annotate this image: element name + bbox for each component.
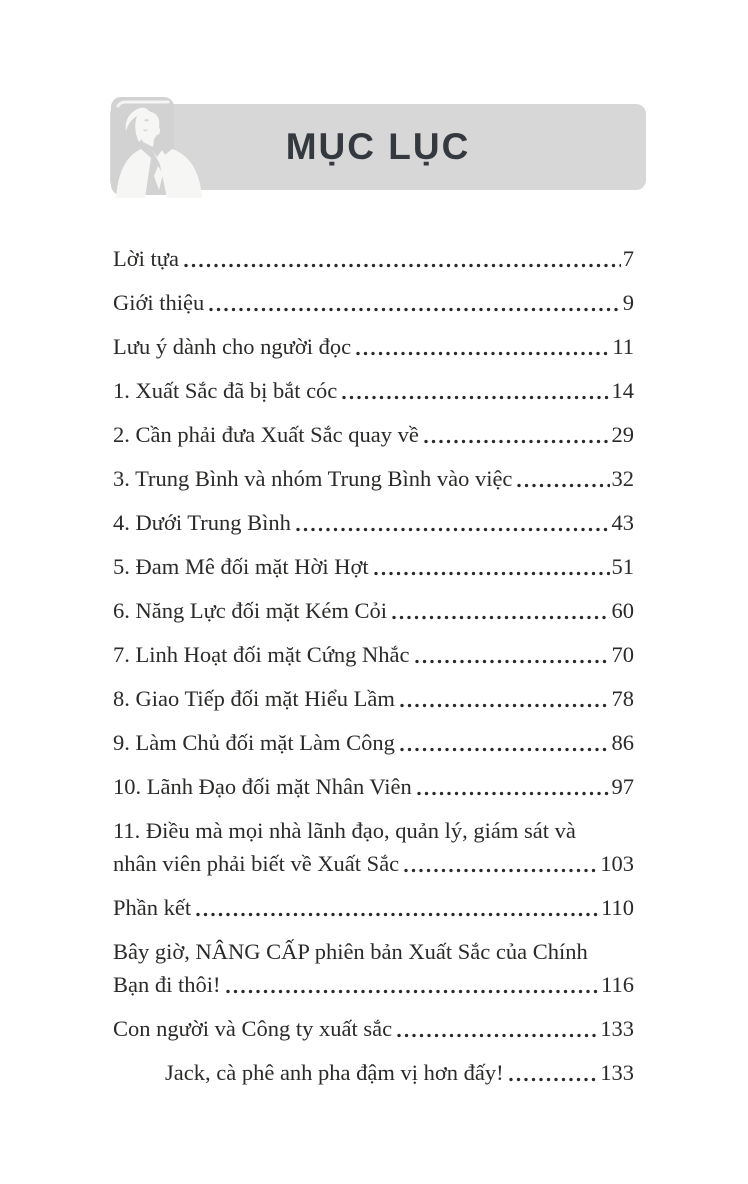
toc-entry-page-number: 103	[600, 851, 634, 876]
toc-entry-page-number: 116	[601, 972, 634, 997]
toc-entry[interactable]	[113, 462, 634, 495]
toc-entry[interactable]	[113, 594, 634, 627]
toc-entry-page-number: 86	[611, 730, 634, 755]
toc-entry-title: Giới thiệu	[113, 290, 205, 315]
businessman-silhouette-icon	[110, 94, 210, 198]
toc-entry[interactable]	[113, 770, 634, 803]
dotted-leader	[417, 791, 610, 796]
toc-entry-title: Jack, cà phê anh pha đậm vị hơn đấy!	[165, 1060, 504, 1085]
toc-entry-page-number: 43	[611, 510, 634, 535]
toc-entry[interactable]	[113, 682, 634, 715]
toc-entry-title: 3. Trung Bình và nhóm Trung Bình vào việc	[113, 466, 513, 491]
toc-entry-page-number: 51	[611, 554, 634, 579]
toc-entry[interactable]	[113, 330, 634, 363]
dotted-leader	[296, 527, 610, 532]
dotted-leader	[397, 1033, 598, 1038]
dotted-leader	[424, 439, 610, 444]
toc-entry[interactable]	[113, 550, 634, 583]
toc-entry[interactable]	[113, 935, 634, 1001]
dotted-leader	[404, 868, 598, 873]
toc-entry-page-number: 60	[611, 598, 634, 623]
toc-entry-title: 2. Cần phải đưa Xuất Sắc quay về	[113, 422, 419, 447]
toc-entry[interactable]	[113, 891, 634, 924]
toc-entry-page-number: 9	[622, 290, 634, 315]
toc-entry[interactable]	[113, 242, 634, 275]
dotted-leader	[509, 1077, 599, 1082]
toc-entry-page-number: 32	[611, 466, 634, 491]
toc-entry-title: Con người và Công ty xuất sắc	[113, 1016, 393, 1041]
toc-entry-title: 6. Năng Lực đối mặt Kém Cỏi	[113, 598, 388, 623]
toc-entry-title: 9. Làm Chủ đối mặt Làm Công	[113, 730, 395, 755]
logo-tile	[110, 94, 210, 198]
toc-entry-title: nhân viên phải biết về Xuất Sắc	[113, 851, 400, 876]
dotted-leader	[374, 571, 610, 576]
toc-entry-title: Lưu ý dành cho người đọc	[113, 334, 352, 359]
toc-entry[interactable]	[113, 506, 634, 539]
toc-entry-page-number: 7	[622, 246, 634, 271]
toc-entry-title: Lời tựa	[113, 246, 179, 271]
toc-entry[interactable]	[113, 286, 634, 319]
toc-entry[interactable]	[113, 1012, 634, 1045]
dotted-leader	[209, 307, 620, 312]
dotted-leader	[400, 747, 610, 752]
toc-entry-title: Bạn đi thôi!	[113, 972, 221, 997]
dotted-leader	[517, 483, 609, 488]
dotted-leader	[226, 989, 600, 994]
toc-entry-title: 8. Giao Tiếp đối mặt Hiểu Lầm	[113, 686, 395, 711]
toc-entry-page-number: 78	[611, 686, 634, 711]
toc-entry-page-number: 133	[600, 1016, 634, 1041]
toc-entry-title: 5. Đam Mê đối mặt Hời Hợt	[113, 554, 369, 579]
toc-entry-title: Phần kết	[113, 895, 192, 920]
page-title: MỤC LỤC	[285, 126, 471, 167]
toc-entry-title: 1. Xuất Sắc đã bị bắt cóc	[113, 378, 338, 403]
toc-entry-page-number: 110	[601, 895, 634, 920]
toc-entry-page-number: 11	[612, 334, 634, 359]
dotted-leader	[415, 659, 610, 664]
dotted-leader	[356, 351, 610, 356]
toc-entry-title: 7. Linh Hoạt đối mặt Cứng Nhắc	[113, 642, 410, 667]
toc-entry-page-number: 97	[611, 774, 634, 799]
toc-entry[interactable]	[113, 418, 634, 451]
toc-entry-page-number: 70	[611, 642, 634, 667]
toc-entry-title-line1: 11. Điều mà mọi nhà lãnh đạo, quản lý, giám sát và	[113, 818, 576, 843]
toc-entry[interactable]	[113, 638, 634, 671]
toc-entry-title: 4. Dưới Trung Bình	[113, 510, 291, 535]
toc-entry[interactable]	[113, 814, 634, 880]
toc-entry-title-line1: Bây giờ, NÂNG CẤP phiên bản Xuất Sắc của Chính	[113, 939, 588, 964]
dotted-leader	[184, 263, 621, 268]
dotted-leader	[400, 703, 610, 708]
dotted-leader	[342, 395, 609, 400]
toc-entry[interactable]	[113, 726, 634, 759]
dotted-leader	[196, 912, 599, 917]
toc-entry-title: 10. Lãnh Đạo đối mặt Nhân Viên	[113, 774, 412, 799]
toc-entry[interactable]	[113, 1056, 634, 1089]
dotted-leader	[392, 615, 609, 620]
toc-entry-page-number: 29	[611, 422, 634, 447]
toc-entry-page-number: 14	[611, 378, 634, 403]
toc-list	[113, 242, 634, 1100]
toc-entry-page-number: 133	[600, 1060, 634, 1085]
toc-entry[interactable]	[113, 374, 634, 407]
